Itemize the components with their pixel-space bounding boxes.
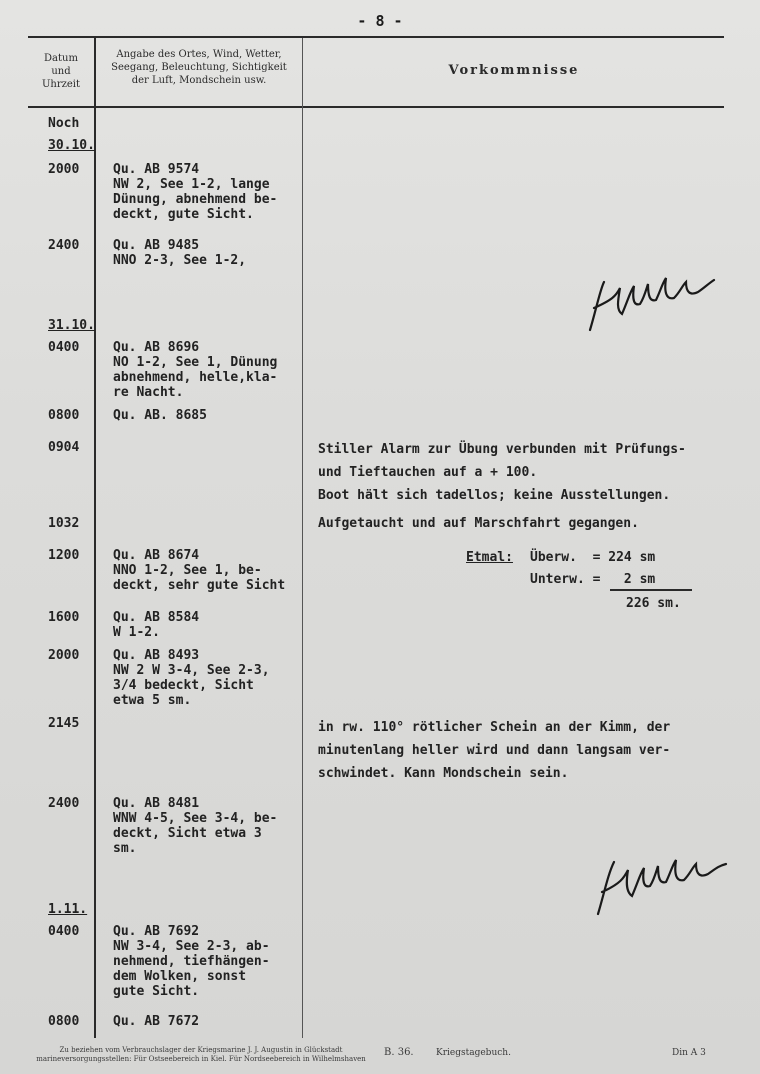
footer-form-title: Kriegstagebuch. [436,1048,511,1058]
etmal-submerged: Unterw. = 2 sm [530,572,656,587]
time-label: 0400 [48,340,80,355]
time-label: 2400 [48,238,80,253]
etmal-total: 226 sm. [626,596,681,611]
date-label: 30.10. [48,138,95,153]
date-label: 1.11. [48,902,88,917]
event-entry: Aufgetaucht und auf Marschfahrt gegangen. [318,516,639,531]
time-label: 0904 [48,440,80,455]
commander-signature [592,852,732,922]
time-label: 1600 [48,610,80,625]
location-weather-entry: Qu. AB 8696 NO 1-2, See 1, Dünung abnehmend, helle,kla- re Nacht. [113,340,278,400]
header-date-time: Datum und Uhrzeit [41,53,81,90]
footer-supplier-note: Zu beziehen vom Verbrauchslager der Kriegsmarine J. J. Augustin in Glückstadt marineversorgungsstellen: Für Ostseebereich in Kiel. Für Nordseebereich in Wilhelmshaven [36,1046,366,1063]
location-weather-entry: Qu. AB 9574 NW 2, See 1-2, lange Dünung, abnehmend be- deckt, gute Sicht. [113,162,278,222]
page-number: - 8 - [357,12,403,30]
footer-form-number: B. 36. [384,1047,414,1058]
column-rule-2 [302,38,303,1038]
time-label: 2000 [48,162,80,177]
time-label: 0800 [48,1014,80,1029]
header-location-weather: Angabe des Ortes, Wind, Wetter, Seegang, Beleuchtung, Sichtigkeit der Luft, Mondschein usw. [111,49,287,86]
time-label: 1032 [48,516,80,531]
location-weather-entry: Qu. AB. 8685 [113,408,207,423]
date-label: 31.10. [48,318,95,333]
location-weather-entry: Qu. AB 8481 WNW 4-5, See 3-4, be- deckt, Sicht etwa 3 sm. [113,796,278,856]
event-entry: Stiller Alarm zur Übung verbunden mit Prüfungs- und Tieftauchen auf a + 100. Boot hält sich tadellos; keine Ausstellungen. [318,442,686,503]
etmal-sum-rule [610,589,692,591]
time-label: 2400 [48,796,80,811]
time-label: 2145 [48,716,80,731]
location-weather-entry: Qu. AB 7692 NW 3-4, See 2-3, ab- nehmend, tiefhängen- dem Wolken, sonst gute Sicht. [113,924,270,999]
location-weather-entry: Qu. AB 8674 NNO 1-2, See 1, be- deckt, sehr gute Sicht [113,548,286,593]
location-weather-entry: Qu. AB 7672 [113,1014,200,1029]
etmal-surface: Überw. = 224 sm [530,550,656,565]
column-rule-1 [94,38,96,1038]
location-weather-entry: Qu. AB 8493 NW 2 W 3-4, See 2-3, 3/4 bedeckt, Sicht etwa 5 sm. [113,648,270,708]
time-label: 0800 [48,408,80,423]
location-weather-entry: Qu. AB 9485 NNO 2-3, See 1-2, [113,238,247,268]
time-label: 0400 [48,924,80,939]
location-weather-entry: Qu. AB 8584 W 1-2. [113,610,200,640]
etmal-label: Etmal: [466,550,513,565]
time-label: 2000 [48,648,80,663]
header-events: Vorkommnisse [448,63,580,78]
header-top-rule [28,36,724,38]
footer-din-size: Din A 3 [672,1048,706,1058]
event-entry: in rw. 110° rötlicher Schein an der Kimm, der minutenlang heller wird und dann langsam ver- schwindet. Kann Mondschein sein. [318,720,671,781]
commander-signature [582,270,722,340]
noch-label: Noch [48,116,80,131]
header-bottom-rule [28,106,724,108]
time-label: 1200 [48,548,80,563]
